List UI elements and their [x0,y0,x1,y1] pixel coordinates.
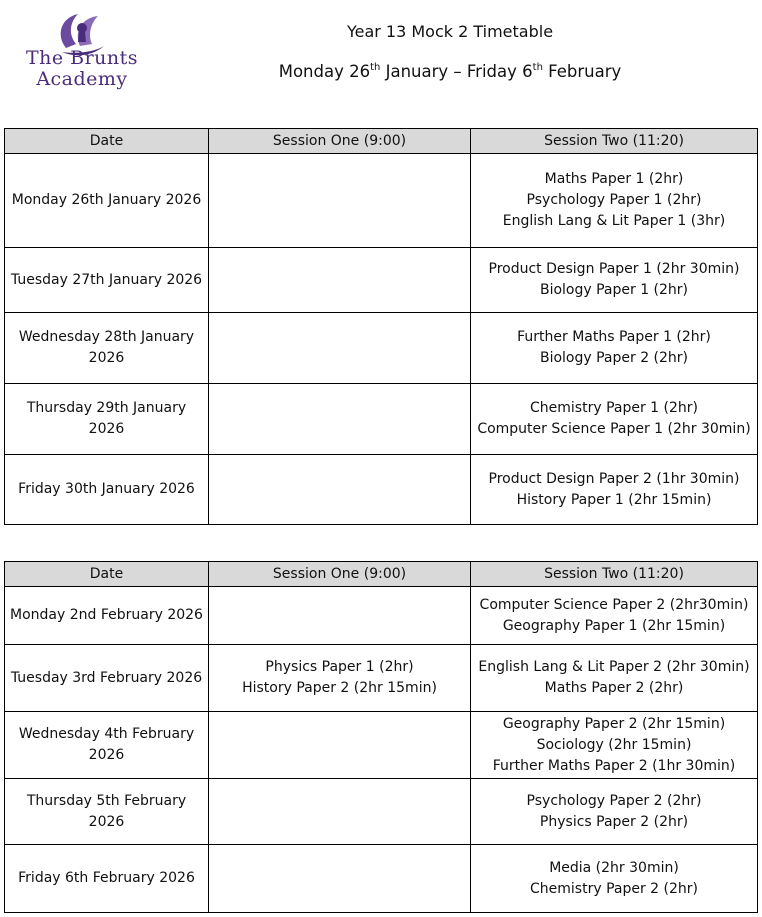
exam-entry: Maths Paper 1 (2hr) [544,171,684,187]
table-row [5,455,758,525]
date-cell: Thursday 29th January 2026 [5,384,209,455]
date-cell: Friday 6th February 2026 [5,845,209,913]
column-header-session-two: Session Two (11:20) [471,562,758,587]
table-header-row [5,562,758,587]
exam-entry: Product Design Paper 1 (2hr 30min) [488,261,740,277]
table-row [5,779,758,845]
session-two-cell [471,712,758,779]
table-row [5,845,758,913]
page-subtitle: Monday 26th January – Friday 6th February [278,62,622,81]
exam-entry: Geography Paper 1 (2hr 15min) [502,617,726,634]
exam-entry: Geography Paper 2 (2hr 15min) [502,715,726,732]
session-one-cell [209,154,471,248]
exam-entry: Biology Paper 1 (2hr) [539,282,689,298]
exam-entry: Psychology Paper 2 (2hr) [526,792,702,809]
logo-line-2: Academy [36,68,128,90]
exam-entry: Chemistry Paper 2 (2hr) [530,880,698,897]
column-header-date: Date [5,562,209,587]
table-row [5,712,758,779]
session-two-cell [471,455,758,525]
date-cell: Tuesday 3rd February 2026 [5,645,209,712]
session-two-cell [471,384,758,455]
exam-entry: Further Maths Paper 1 (2hr) [517,329,711,345]
exam-entry: History Paper 2 (2hr 15min) [242,680,437,696]
date-cell: Tuesday 27th January 2026 [5,248,209,313]
date-cell: Monday 2nd February 2026 [5,587,209,645]
academy-logo [4,4,160,124]
exam-entry: Media (2hr 30min) [549,859,679,876]
date-cell: Wednesday 4th February 2026 [5,712,209,779]
table-row [5,384,758,455]
session-two-cell [471,645,758,712]
exam-entry: English Lang & Lit Paper 2 (2hr 30min) [478,659,750,675]
table-row [5,645,758,712]
exam-entry: Computer Science Paper 2 (2hr30min) [479,596,749,613]
session-one-cell [209,384,471,455]
session-two-cell [471,845,758,913]
session-two-cell [471,779,758,845]
session-one-cell [209,455,471,525]
session-one-cell [209,645,471,712]
column-header-session-two: Session Two (11:20) [471,129,758,154]
logo-line-1: The Brunts [25,47,139,69]
session-two-cell [471,313,758,384]
date-cell: Friday 30th January 2026 [5,455,209,525]
page-title: Year 13 Mock 2 Timetable [346,22,554,41]
table-header-row [5,129,758,154]
exam-entry: Computer Science Paper 1 (2hr 30min) [477,421,751,437]
date-cell: Wednesday 28th January 2026 [5,313,209,384]
session-one-cell [209,587,471,645]
table-row [5,313,758,384]
timetable-week-1 [4,128,758,525]
session-two-cell [471,248,758,313]
timetable-week-2 [4,561,758,913]
exam-entry: Biology Paper 2 (2hr) [539,350,689,366]
exam-entry: Physics Paper 1 (2hr) [265,659,414,675]
table-row [5,248,758,313]
exam-entry: Maths Paper 2 (2hr) [544,680,684,696]
exam-entry: History Paper 1 (2hr 15min) [516,491,712,508]
session-one-cell [209,779,471,845]
column-header-date: Date [5,129,209,154]
exam-entry: Further Maths Paper 2 (1hr 30min) [492,757,736,774]
column-header-session-one: Session One (9:00) [209,129,471,154]
session-one-cell [209,248,471,313]
session-two-cell [471,154,758,248]
session-two-cell [471,587,758,645]
exam-entry: Product Design Paper 2 (1hr 30min) [488,470,740,487]
exam-entry: Psychology Paper 1 (2hr) [526,192,702,208]
exam-entry: Sociology (2hr 15min) [536,736,692,753]
date-cell: Monday 26th January 2026 [5,154,209,248]
logo-text [4,48,160,90]
exam-entry: Chemistry Paper 1 (2hr) [530,400,698,416]
table-row [5,154,758,248]
exam-entry: English Lang & Lit Paper 1 (3hr) [502,213,726,229]
table-row [5,587,758,645]
session-one-cell [209,845,471,913]
session-one-cell [209,313,471,384]
column-header-session-one: Session One (9:00) [209,562,471,587]
session-one-cell [209,712,471,779]
exam-entry: Physics Paper 2 (2hr) [539,813,689,830]
date-cell: Thursday 5th February 2026 [5,779,209,845]
